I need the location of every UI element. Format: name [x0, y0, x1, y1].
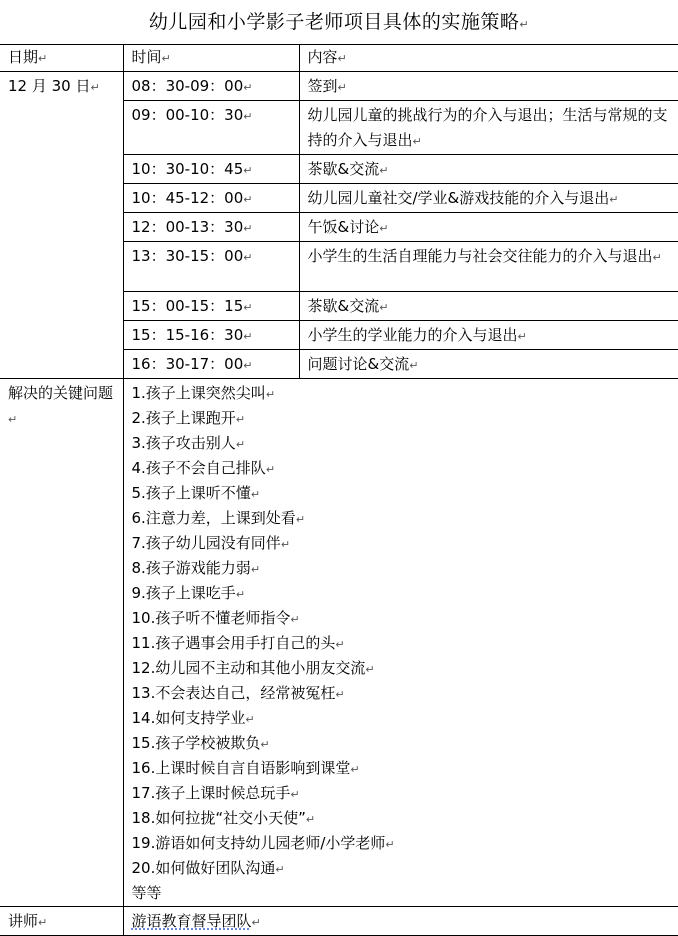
schedule-row — [0, 72, 678, 101]
content-cell: 幼儿园儿童的挑战行为的介入与退出；生活与常规的支持的介入与退出↵ — [299, 101, 678, 155]
content-cell: 问题讨论&交流↵ — [299, 350, 678, 379]
list-item: 11.孩子遇事会用手打自己的头↵ — [132, 631, 678, 656]
list-item: 2.孩子上课跑开↵ — [132, 406, 678, 431]
list-item: 17.孩子上课时候总玩手↵ — [132, 781, 678, 806]
issues-row — [0, 379, 678, 907]
time-cell: 12：00-13：30↵ — [123, 213, 299, 242]
lecturer-label: 讲师↵ — [0, 907, 123, 936]
issues-label: 解决的关键问题↵ — [0, 379, 123, 907]
list-item: 19.游语如何支持幼儿园老师/小学老师↵ — [132, 831, 678, 856]
list-item: 1.孩子上课突然尖叫↵ — [132, 381, 678, 406]
schedule-table — [0, 44, 678, 936]
content-cell: 小学生的学业能力的介入与退出↵ — [299, 321, 678, 350]
time-cell: 08：30-09：00↵ — [123, 72, 299, 101]
list-item: 9.孩子上课吃手↵ — [132, 581, 678, 606]
time-cell: 09：00-10：30↵ — [123, 101, 299, 155]
list-item: 7.孩子幼儿园没有同伴↵ — [132, 531, 678, 556]
document-title — [0, 0, 678, 44]
content-cell: 幼儿园儿童社交/学业&游戏技能的介入与退出↵ — [299, 184, 678, 213]
content-cell: 茶歇&交流↵ — [299, 155, 678, 184]
list-item: 等等 — [132, 881, 678, 906]
list-item: 10.孩子听不懂老师指令↵ — [132, 606, 678, 631]
list-item: 6.注意力差，上课到处看↵ — [132, 506, 678, 531]
list-item: 16.上课时候自言自语影响到课堂↵ — [132, 756, 678, 781]
lecturer-value: 游语教育督导团队↵ — [123, 907, 678, 936]
time-cell: 13：30-15：00↵ — [123, 242, 299, 292]
list-item: 8.孩子游戏能力弱↵ — [132, 556, 678, 581]
list-item: 12.幼儿园不主动和其他小朋友交流↵ — [132, 656, 678, 681]
content-cell: 签到↵ — [299, 72, 678, 101]
content-cell: 午饭&讨论↵ — [299, 213, 678, 242]
issues-list — [123, 379, 678, 907]
date-cell: 12 月 30 日↵ — [0, 72, 123, 379]
lecturer-row — [0, 907, 678, 936]
time-cell: 10：30-10：45↵ — [123, 155, 299, 184]
list-item: 14.如何支持学业↵ — [132, 706, 678, 731]
header-date: 日期↵ — [0, 45, 123, 72]
time-cell: 15：00-15：15↵ — [123, 292, 299, 321]
paragraph-mark: ↵ — [519, 18, 529, 31]
list-item: 3.孩子攻击别人↵ — [132, 431, 678, 456]
list-item: 18.如何拉拢“社交小天使”↵ — [132, 806, 678, 831]
content-cell: 茶歇&交流↵ — [299, 292, 678, 321]
time-cell: 15：15-16：30↵ — [123, 321, 299, 350]
header-time: 时间↵ — [123, 45, 299, 72]
list-item: 5.孩子上课听不懂↵ — [132, 481, 678, 506]
content-cell: 小学生的生活自理能力与社会交往能力的介入与退出↵ — [299, 242, 678, 292]
header-row — [0, 45, 678, 72]
list-item: 20.如何做好团队沟通↵ — [132, 856, 678, 881]
header-content: 内容↵ — [299, 45, 678, 72]
list-item: 15.孩子学校被欺负↵ — [132, 731, 678, 756]
list-item: 4.孩子不会自己排队↵ — [132, 456, 678, 481]
title-text: 幼儿园和小学影子老师项目具体的实施策略 — [149, 11, 520, 33]
list-item: 13.不会表达自己，经常被冤枉↵ — [132, 681, 678, 706]
time-cell: 10：45-12：00↵ — [123, 184, 299, 213]
time-cell: 16：30-17：00↵ — [123, 350, 299, 379]
